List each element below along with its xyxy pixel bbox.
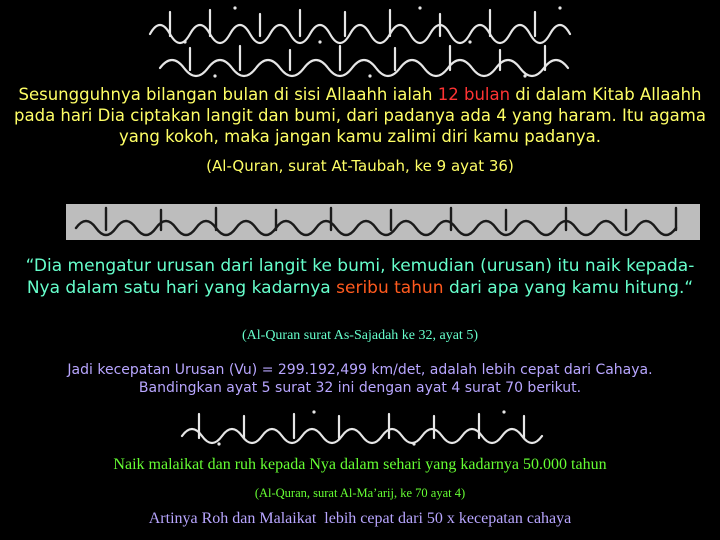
verse-2-text-part2: dari apa yang kamu hitung.“ bbox=[443, 278, 694, 298]
verse-1-translation bbox=[0, 84, 720, 147]
arabic-verse-3-image bbox=[174, 408, 554, 448]
arabic-verse-1-image bbox=[140, 4, 580, 78]
conclusion-text: Artinya Roh dan Malaikat lebih cepat dari 50 x kecepatan cahaya bbox=[148, 510, 572, 527]
verse-2-reference: (Al-Quran surat As-Sajadah ke 32, ayat 5) bbox=[242, 328, 478, 343]
explanation-line-2: Bandingkan ayat 5 surat 32 ini dengan ayat 4 surat 70 berikut. bbox=[138, 380, 582, 396]
verse-1-text-part1: Sesungguhnya bilangan bulan di sisi Allaahh ialah bbox=[18, 85, 438, 104]
verse-2-text-part1: “Dia mengatur urusan dari langit ke bumi, kemudian (urusan) itu naik kepada-Nya dalam satu hari yang kadarnya bbox=[25, 256, 695, 298]
verse-2-highlight-seribu-tahun: seribu tahun bbox=[336, 278, 444, 298]
verse-1-highlight-12-bulan: 12 bulan bbox=[437, 85, 511, 104]
verse-2-translation bbox=[0, 255, 720, 299]
verse-1-reference: (Al-Quran, surat At-Taubah, ke 9 ayat 36) bbox=[206, 157, 514, 175]
verse-3-translation: Naik malaikat dan ruh kepada Nya dalam sehari yang kadarnya 50.000 tahun bbox=[113, 456, 607, 473]
verse-3-reference: (Al-Quran, surat Al-Ma’arij, ke 70 ayat 4) bbox=[254, 486, 466, 500]
verse-1-text-part2: di dalam Kitab Allaahh pada hari Dia ciptakan langit dan bumi, dari padanya ada 4 yang haram. Itu agama yang kokoh, maka jangan kamu zalimi diri kamu padanya. bbox=[14, 85, 706, 146]
arabic-verse-2-image bbox=[66, 204, 700, 240]
explanation-line-1: Jadi kecepatan Urusan (Vu) = 299.192,499 km/det, adalah lebih cepat dari Cahaya. bbox=[67, 362, 653, 378]
